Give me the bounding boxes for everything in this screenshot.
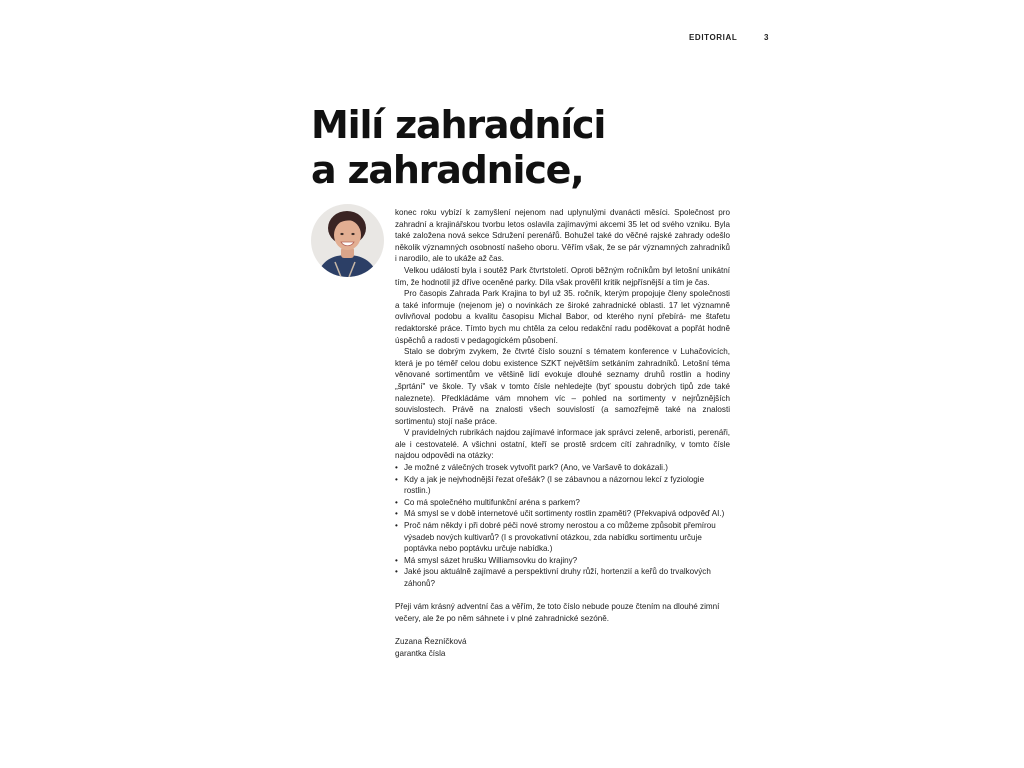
editorial-body <box>395 207 730 659</box>
question-text: Má smysl sázet hrušku Williamsovku do krajiny? <box>404 555 578 565</box>
question-text: Je možné z válečných trosek vytvořit park? (Ano, ve Varšavě to dokázali.) <box>404 463 668 473</box>
bullet-icon: • <box>395 567 398 577</box>
question-text: Kdy a jak je nejvhodnější řezat ořešák? (I se zábavnou a názornou lekcí z fyziologie rostlin.) <box>404 474 705 496</box>
signature <box>395 636 730 659</box>
questions-list <box>395 462 730 590</box>
paragraph-intro: konec roku vybízí k zamyšlení nejenom nad uplynulými dvanácti měsíci. Společnost pro zahradní a krajinářskou tvorbu letos oslavila zajímavými akcemi 35 let od svého vzniku. Byla také založena nová sekce Sdružení perenářů. Bohužel také do věčné rajské zahrady odešlo několik významných osobností našeho oboru. Věřím však, že se pár významných zahradníků i narodilo, ale to ukáže až čas. <box>395 208 730 264</box>
question-text: Co má společného multifunkční aréna s parkem? <box>404 497 580 507</box>
list-item <box>395 520 730 555</box>
paragraph-magazine: Pro časopis Zahrada Park Krajina to byl už 35. ročník, kterým propojuje členy společnosti a také informuje (nejenom je) o novinkách ze široké zahradnické oblasti. 17 let významně ovlivňoval podobu a kvalitu časopisu Michal Babor, od kterého nyní přebírá- me štafetu redaktorské práce. Tímto bych mu chtěla za celou redakční radu poděkovat a popřát hodně úspěchů a radosti v pedagogickém působení. <box>395 289 730 345</box>
list-item <box>395 462 730 474</box>
question-text: Proč nám někdy i při dobré péči nové stromy nerostou a co můžeme způsobit přemírou výsadeb nových kultivarů? (I s provokativní otázkou, zda nabídku sortimentu určuje poptávka nebo poptávku určuje nabídka.) <box>404 521 716 554</box>
question-text: Jaké jsou aktuálně zajímavé a perspektivní druhy růží, hortenzií a keřů do trvalkových záhonů? <box>404 567 711 588</box>
title-line-1: Milí zahradníci <box>311 103 606 147</box>
signature-role: garantka čísla <box>395 648 446 658</box>
author-portrait <box>311 204 384 277</box>
bullet-icon: • <box>395 474 398 484</box>
bullet-icon: • <box>395 497 398 507</box>
title-line-2: a zahradnice, <box>311 148 584 192</box>
paragraph-rubrics: V pravidelných rubrikách najdou zajímavé informace jak správci zeleně, arboristi, perenáři, ale i cestovatelé. A všichni ostatní, kteří se prostě srdcem cítí zahradníky, v tomto čísle najdou odpovědi na otázky: <box>395 428 730 461</box>
page-number: 3 <box>764 33 769 42</box>
list-item <box>395 566 730 589</box>
signature-name: Zuzana Řezníčková <box>395 636 467 646</box>
paragraph-park-competition: Velkou událostí byla i soutěž Park čtvrtstoletí. Oproti běžným ročníkům byl letošní unikátní tím, že hodnotil již dříve oceněné parky. Díla však prověřil kritik nejpřísnější a tím je čas. <box>395 265 730 287</box>
list-item <box>395 497 730 509</box>
bullet-icon: • <box>395 509 398 519</box>
running-head-section: EDITORIAL <box>689 33 738 42</box>
list-item <box>395 508 730 520</box>
paragraph-closing: Přeji vám krásný adventní čas a věřím, že toto číslo nebude pouze čtením na dlouhé zimní večery, ale že po něm sáhnete i v plné zahradnické sezóně. <box>395 602 720 623</box>
paragraph-conference: Stalo se dobrým zvykem, že čtvrté číslo souzní s tématem konference v Luhačovicích, která je po téměř celou dobu existence SZKT největším setkáním zahradníků. Letošní téma věnované sortimentům ve většině lidí evokuje dlouhé seznamy druhů rostlin a hodiny „šprtání" ve škole. Ty však v tomto čísle nehledejte (byť spoustu dobrých tipů zde také naleznete). Předkládáme vám mnohem víc – pohled na sortimenty v nejrůznějších souvislostech. Právě na znalosti všech souvislostí (a samozřejmě také na znalosti sortimentu) stojí naše práce. <box>395 347 730 426</box>
bullet-icon: • <box>395 555 398 565</box>
question-text: Má smysl se v době internetové učit sortimenty rostlin zpaměti? (Překvapivá odpověď AI.) <box>404 509 725 519</box>
bullet-icon: • <box>395 463 398 473</box>
list-item <box>395 555 730 567</box>
bullet-icon: • <box>395 521 398 531</box>
editorial-title <box>311 103 605 193</box>
list-item <box>395 474 730 497</box>
author-portrait-icon <box>311 204 384 277</box>
